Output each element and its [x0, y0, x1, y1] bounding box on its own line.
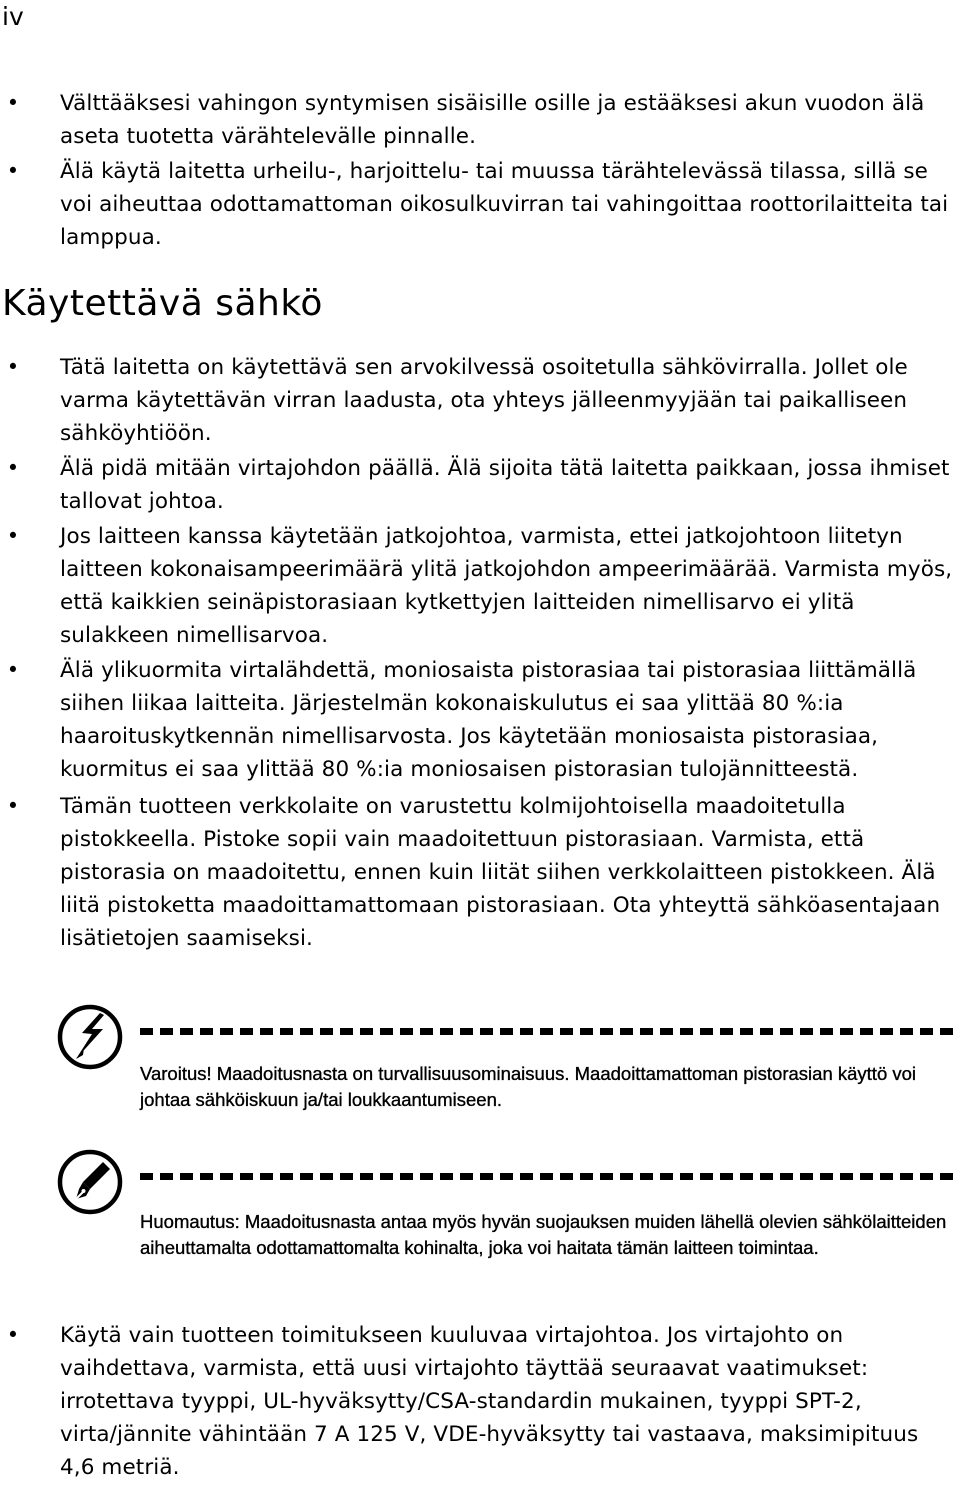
- list-item: [0, 351, 960, 450]
- bullet-icon: •: [6, 355, 20, 379]
- list-item: [0, 87, 960, 153]
- list-item-text: Älä ylikuormita virtalähdettä, moniosaista pistorasiaa tai pistorasiaa liittämällä siihen liikaa laitteita. Järjestelmän kokonaiskulutus ei saa ylittää 80 %:ia haaroituskytkennän nimellisarvosta. Jos käytetään moniosaista pistorasiaa, kuormitus ei saa ylittää 80 %:ia moniosaisen pistorasian tulojännitteestä.: [60, 658, 917, 782]
- list-item: [0, 654, 960, 786]
- section-title: Käytettävä sähkö: [2, 283, 323, 324]
- dashed-divider: [140, 1028, 960, 1035]
- list-item: [0, 520, 960, 652]
- bullet-icon: •: [6, 91, 20, 115]
- list-item: [0, 1319, 960, 1484]
- list-item-text: Tämän tuotteen verkkolaite on varustettu kolmijohtoisella maadoitetulla pistokkeella. Pistoke sopii vain maadoitettuun pistorasiaan. Varmista, että pistorasia on maadoitettu, ennen kuin liität siihen verkkolaitteen pistokkeen. Älä liitä pistoketta maadoittamattomaan pistorasiaan. Ota yhteyttä sähköasentajaan lisätietojen saamiseksi.: [60, 794, 941, 951]
- bullet-icon: •: [6, 456, 20, 480]
- bullet-icon: •: [6, 658, 20, 682]
- list-item-text: Käytä vain tuotteen toimitukseen kuuluvaa virtajohtoa. Jos virtajohto on vaihdettava, varmista, että uusi virtajohto täyttää seuraavat vaatimukset: irrotettava tyyppi, UL-hyväksytty/CSA-standardin mukainen, tyyppi SPT-2, virta/jännite vähintään 7 A 125 V, VDE-hyväksytty tai vastaava, maksimipituus 4,6 metriä.: [60, 1323, 919, 1480]
- list-item: [0, 790, 960, 955]
- list-item-text: Älä pidä mitään virtajohdon päällä. Älä sijoita tätä laitetta paikkaan, jossa ihmiset tallovat johtoa.: [60, 456, 950, 514]
- list-item-text: Välttääksesi vahingon syntymisen sisäisille osille ja estääksesi akun vuodon älä aseta tuotetta värähtelevälle pinnalle.: [60, 91, 925, 149]
- list-item-text: Jos laitteen kanssa käytetään jatkojohtoa, varmista, ettei jatkojohtoon liitetyn laitteen kokonaisampeerimäärä ylitä jatkojohdon ampeerimäärää. Varmista myös, että kaikkien seinäpistorasiaan kytkettyjen laitteiden nimellisarvo ei ylitä sulakkeen nimellisarvoa.: [60, 524, 953, 648]
- lightning-warning-icon: [57, 1004, 123, 1070]
- pen-note-icon: [57, 1149, 123, 1215]
- bullet-icon: •: [6, 524, 20, 548]
- list-item: [0, 452, 960, 518]
- list-item-text: Älä käytä laitetta urheilu-, harjoittelu- tai muussa tärähtelevässä tilassa, sillä se voi aiheuttaa odottamattoman oikosulkuvirran tai vahingoittaa roottorilaitteita tai lamppua.: [60, 159, 949, 250]
- list-item-text: Tätä laitetta on käytettävä sen arvokilvessä osoitetulla sähkövirralla. Jollet ole varma käytettävän virran laadusta, ota yhteys jälleenmyyjään tai paikalliseen sähköyhtiöön.: [60, 355, 908, 446]
- bullet-icon: •: [6, 159, 20, 183]
- bullet-icon: •: [6, 794, 20, 818]
- final-list: [0, 1319, 960, 1484]
- dashed-divider: [140, 1173, 960, 1180]
- intro-list: [0, 87, 960, 256]
- bullet-icon: •: [6, 1323, 20, 1347]
- list-item: [0, 155, 960, 254]
- warning-text: Varoitus! Maadoitusnasta on turvallisuusominaisuus. Maadoittamattoman pistorasian käyttö voi johtaa sähköiskuun ja/tai loukkaantumiseen.: [140, 1063, 917, 1110]
- note-text: Huomautus: Maadoitusnasta antaa myös hyvän suojauksen muiden lähellä olevien sähkölaitteiden aiheuttamalta odottamattomalta kohinalta, joka voi haitata tämän laitteen toimintaa.: [140, 1211, 947, 1258]
- section-list: [0, 351, 960, 957]
- page-number: iv: [2, 2, 24, 31]
